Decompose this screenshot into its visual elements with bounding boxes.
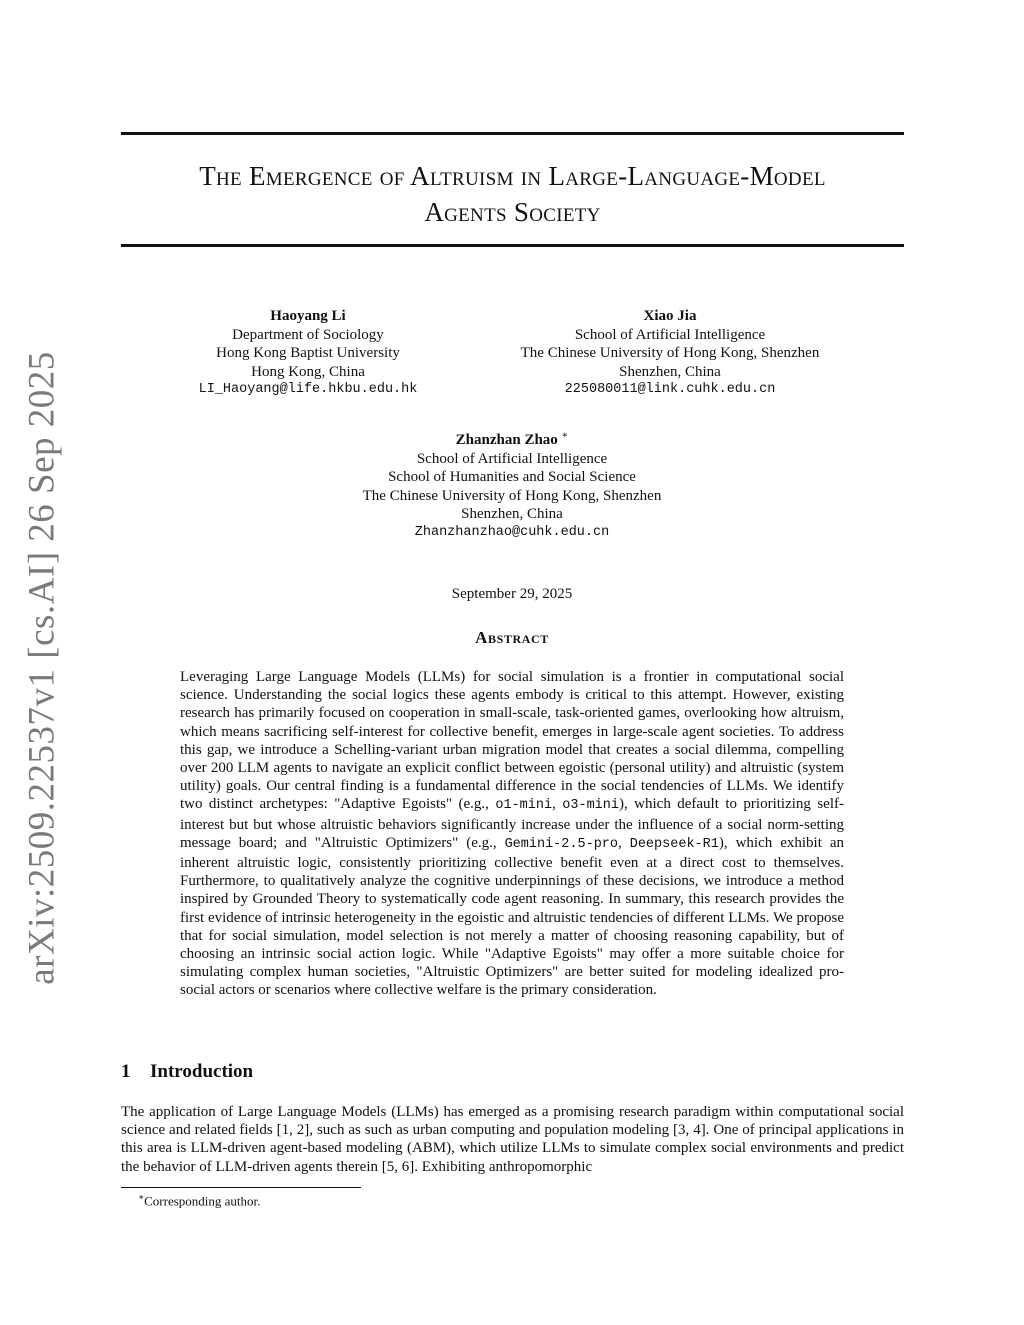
author-affiliation: The Chinese University of Hong Kong, Shenzhen xyxy=(362,487,662,504)
author-email: 225080011@link.cuhk.edu.cn xyxy=(564,382,776,397)
author-affiliation: Shenzhen, China xyxy=(461,506,563,522)
author-block-1 xyxy=(160,307,456,400)
introduction-paragraph: The application of Large Language Models (LLMs) has emerged as a promising research paradigm within computational social science and related fields [1, 2], such as such as urban computing and population modeling [3, 4]. One of principal applications in this area is LLM-driven agent-based modeling (ABM), which utilize LLMs to simulate complex social environments and predict the behavior of LLM-driven agents therein [5, 6]. Exhibiting anthropomorphic xyxy=(121,1104,904,1175)
author-block-3 xyxy=(312,427,712,542)
abstract-text: , xyxy=(618,834,630,851)
abstract-heading: Abstract xyxy=(475,628,549,647)
model-name-code: Deepseek-R1 xyxy=(629,836,719,852)
footnote-rule xyxy=(121,1187,361,1188)
author-email: LI_Haoyang@life.hkbu.edu.hk xyxy=(198,382,418,397)
author-affiliation: Hong Kong, China xyxy=(251,363,365,380)
corresponding-marker: ∗ xyxy=(561,430,569,441)
abstract-body xyxy=(180,668,844,1000)
section-number: 1 xyxy=(121,1061,131,1082)
title-line-2: Agents Society xyxy=(424,197,601,227)
author-affiliation: School of Humanities and Social Science xyxy=(388,469,636,485)
section-title: Introduction xyxy=(150,1061,254,1082)
model-name-code: o1-mini xyxy=(495,798,553,814)
publication-date: September 29, 2025 xyxy=(451,586,573,602)
author-affiliation: The Chinese University of Hong Kong, Shenzhen xyxy=(520,345,820,361)
author-affiliation: Shenzhen, China xyxy=(619,363,721,380)
section-heading xyxy=(121,1061,253,1083)
author-affiliation: Department of Sociology xyxy=(232,326,384,343)
model-name-code: o3-mini xyxy=(562,798,619,814)
title-bottom-rule xyxy=(121,244,904,247)
author-name: Haoyang Li xyxy=(270,308,346,324)
author-affiliation: Hong Kong Baptist University xyxy=(216,345,400,361)
author-name-row xyxy=(312,427,712,450)
model-name-code: Gemini-2.5-pro xyxy=(504,836,618,852)
abstract-text: Leveraging Large Language Models (LLMs) for social simulation is a frontier in computational social science. Understanding the social logics these agents embody is critical to this attempt. However, existing research has primarily focused on cooperation in small-scale, task-oriented games, overlooking how altruism, which means sacrificing self-interest for collective benefit, emerges in large-scale agent societies. To address this gap, we introduce a Schelling-variant urban migration model that creates a social dilemma, compelling over 200 LLM agents to navigate an explicit conflict between egoistic (personal utility) and altruistic (system utility) goals. Our central finding is a fundamental difference in the social tendencies of LLMs. We identify two distinct archetypes: "Adaptive Egoists" (e.g., xyxy=(180,669,844,813)
abstract-text: ), which exhibit an inherent altruistic logic, consistently prioritizing collective benefit even at a direct cost to themselves. Furthermore, to qualitatively analyze the cognitive underpinnings of these decisions, we introduce a method inspired by Grounded Theory to systematically code agent reasoning. In summary, this research provides the first evidence of intrinsic heterogeneity in the egoistic and altruistic tendencies of different LLMs. We propose that for social simulation, model selection is not merely a matter of choosing reasoning capability, but of choosing an intrinsic social action logic. While "Adaptive Egoists" may offer a more suitable choice for simulating complex human societies, "Altruistic Optimizers" are better suited for modeling idealized pro-social actors or scenarios where collective welfare is the primary consideration. xyxy=(180,834,844,999)
title-top-rule xyxy=(121,132,904,135)
footnote-marker: ∗ xyxy=(138,1192,145,1202)
abstract-text: ), which default to prioritizing self-interest but but whose altruistic behaviors significantly increase under the influence of a social norm-setting message board; and "Altruistic Optimizers" (e.g., xyxy=(180,796,844,851)
author-name: Zhanzhan Zhao xyxy=(455,432,558,448)
arxiv-identifier-stamp: arXiv:2509.22537v1 [cs.AI] 26 Sep 2025 xyxy=(21,351,63,985)
author-affiliation: School of Artificial Intelligence xyxy=(574,326,766,343)
author-block-2 xyxy=(480,307,860,400)
author-affiliation: School of Artificial Intelligence xyxy=(416,450,608,467)
title-line-1: The Emergence of Altruism in Large-Language-Model xyxy=(199,161,826,191)
footnote-text: Corresponding author. xyxy=(144,1193,261,1209)
footnote xyxy=(138,1192,260,1209)
author-email: Zhanzhanzhao@cuhk.edu.cn xyxy=(414,524,610,540)
abstract-text: , xyxy=(552,796,563,813)
author-name: Xiao Jia xyxy=(643,308,697,324)
paper-title xyxy=(121,158,904,230)
